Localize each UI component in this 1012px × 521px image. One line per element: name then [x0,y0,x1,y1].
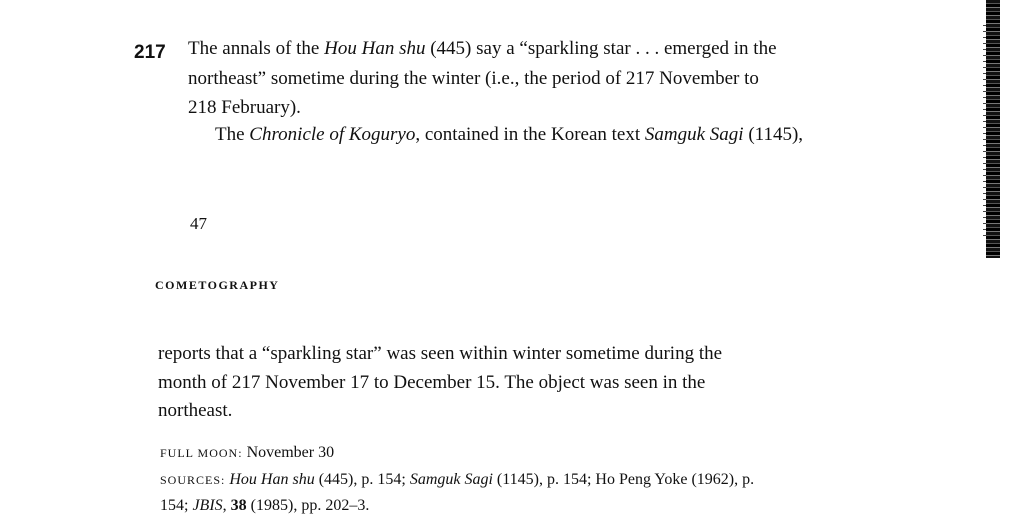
continuation-line-3: northeast. [158,400,233,421]
work-title: Samguk Sagi [644,124,744,145]
entry-line-1 [188,36,888,62]
work-title: Samguk Sagi [409,471,493,488]
entry-text: The annals of the [188,38,325,59]
work-title: Hou Han shu [324,38,426,59]
sources-note-line-2 [160,495,369,517]
sources-text: (445), p. 154; [314,471,410,488]
sources-label: SOURCES: [160,473,226,487]
volume-number: 38 [230,497,247,514]
running-head: COMETOGRAPHY [155,278,280,292]
sources-text: (1145), p. 154; Ho Peng Yoke (1962), p. [492,471,755,488]
journal-title: JBIS [192,497,223,514]
sources-text: (1985), pp. 202–3. [246,497,370,514]
work-title: Hou Han shu [229,471,315,488]
full-moon-label: FULL MOON: [160,446,243,460]
entry-year: 217 [134,42,166,63]
continuation-line-2: month of 217 November 17 to December 15. The object was seen in the [158,372,706,393]
full-moon-value: November 30 [242,444,335,461]
entry-text: The [215,124,250,145]
page-number: 47 [190,214,207,233]
entry-text: , contained in the Korean text [415,124,645,145]
sources-text: , [222,497,231,514]
work-title: Chronicle of Koguryo [249,124,416,145]
entry-text: (445) say a “sparkling star . . . emerged in the [425,38,777,59]
entry-line-2: northeast” sometime during the winter (i.e., the period of 217 November to [188,68,759,89]
sources-text: 154; [160,497,193,514]
scan-edge-artifact [986,0,1000,258]
entry-line-3: 218 February). [188,97,301,118]
entry-line-4 [215,122,915,148]
continuation-line-1: reports that a “sparkling star” was seen within winter sometime during the [158,343,723,364]
sources-note-line-1 [160,469,754,491]
entry-text: (1145), [743,124,804,145]
full-moon-note [160,442,334,464]
